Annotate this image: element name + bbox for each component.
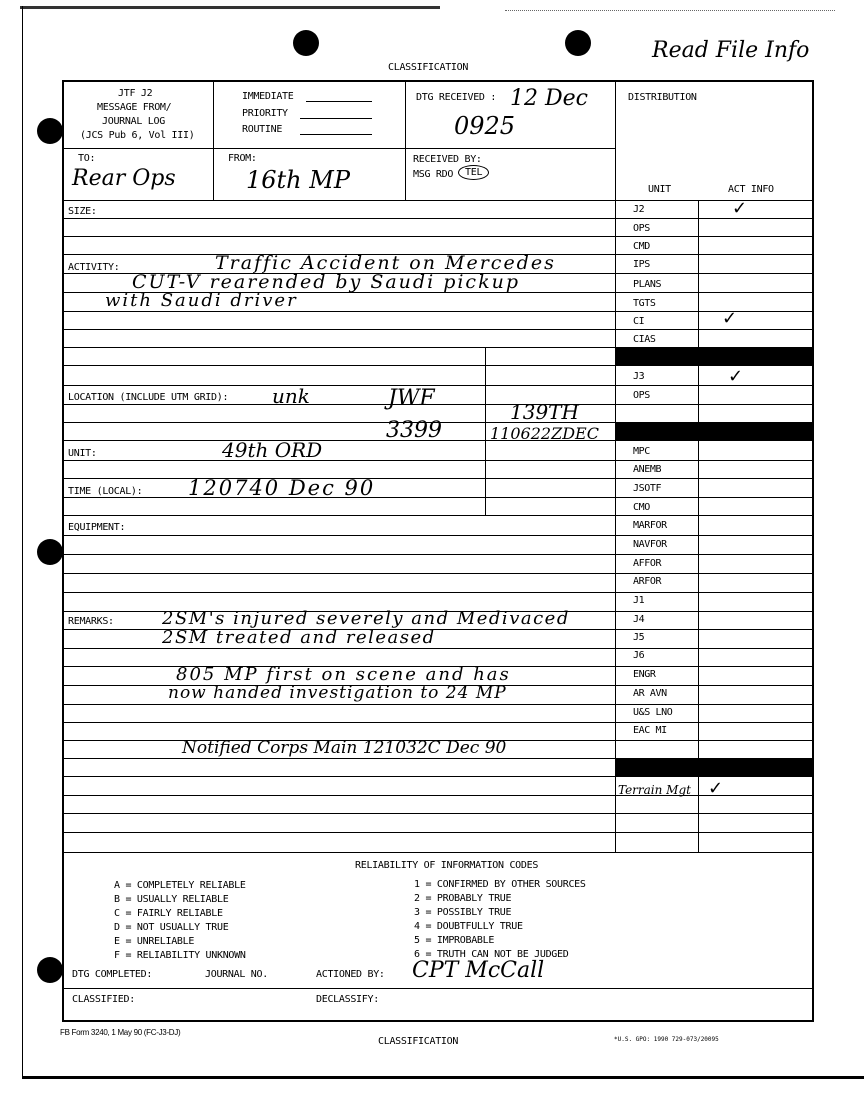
form-rule-19 <box>62 573 814 574</box>
form-rule-9 <box>62 385 814 386</box>
distribution-unit: TGTS <box>633 298 656 309</box>
information-code: 1 = CONFIRMED BY OTHER SOURCES <box>414 879 586 890</box>
punch-hole-left-2 <box>37 539 63 565</box>
distribution-unit: IPS <box>633 259 650 270</box>
source-reliability-code: A = COMPLETELY RELIABLE <box>114 880 246 891</box>
form-rule-34 <box>62 852 814 853</box>
distribution-unit: AFFOR <box>633 558 662 569</box>
priority-line <box>300 118 372 119</box>
distribution-unit: CMO <box>633 502 650 513</box>
distribution-unit: J2 <box>633 204 645 215</box>
distribution-unit: CMD <box>633 241 650 252</box>
time-label: TIME (LOCAL): <box>68 486 143 497</box>
distribution-unit: U&S LNO <box>633 707 673 718</box>
form-rule-20 <box>62 592 814 593</box>
declassify-label: DECLASSIFY: <box>316 994 379 1005</box>
precedence-priority: PRIORITY <box>242 108 288 119</box>
distribution-bar-2 <box>616 422 814 440</box>
distribution-unit: CIAS <box>633 334 656 345</box>
header-bottom-rule <box>62 200 814 201</box>
information-code: 6 = TRUTH CAN NOT BE JUDGED <box>414 949 569 960</box>
distribution-bar-3 <box>616 758 814 776</box>
distribution-unit: PLANS <box>633 279 662 290</box>
remarks-line-4: now handed investigation to 24 MP <box>168 683 507 703</box>
footer-rule <box>62 988 814 989</box>
distribution-unit: ARFOR <box>633 576 662 587</box>
actioned-by-label: ACTIONED BY: <box>316 969 385 980</box>
remarks-line-3: 805 MP first on scene and has <box>176 664 511 685</box>
distribution-unit: JSOTF <box>633 483 662 494</box>
form-rule-14 <box>62 478 814 479</box>
precedence-routine: ROUTINE <box>242 124 283 135</box>
form-rule-15 <box>62 497 814 498</box>
information-code: 5 = IMPROBABLE <box>414 935 495 946</box>
form-rule-13 <box>62 460 814 461</box>
source-reliability-code: C = FAIRLY RELIABLE <box>114 908 223 919</box>
page-left-edge <box>22 6 23 1076</box>
from-label: FROM: <box>228 153 257 164</box>
form-rule-5 <box>62 311 814 312</box>
information-code: 3 = POSSIBLY TRUE <box>414 907 512 918</box>
distribution-bar-1 <box>616 347 814 365</box>
form-rule-31 <box>62 795 814 796</box>
distribution-unit: AR AVN <box>633 688 667 699</box>
form-rule-8 <box>62 365 814 366</box>
journal-no-label: JOURNAL NO. <box>205 969 268 980</box>
reliability-title: RELIABILITY OF INFORMATION CODES <box>355 860 539 871</box>
form-title-line-1: JTF J2 <box>118 88 153 99</box>
act-info-column-label: ACT INFO <box>728 184 774 195</box>
classification-top: CLASSIFICATION <box>388 62 469 73</box>
check-ci: ✓ <box>722 308 738 329</box>
distribution-unit: ANEMB <box>633 464 662 475</box>
form-rule-23 <box>62 648 814 649</box>
form-title-line-3: JOURNAL LOG <box>102 116 165 127</box>
classified-label: CLASSIFIED: <box>72 994 135 1005</box>
dtg-received-label: DTG RECEIVED : <box>416 92 497 103</box>
source-reliability-code: F = RELIABILITY UNKNOWN <box>114 950 246 961</box>
scan-top-edge <box>20 6 440 9</box>
received-by-line2: MSG RDO <box>413 169 454 180</box>
punch-hole-left-1 <box>37 118 63 144</box>
remarks-line-5: Notified Corps Main 121032C Dec 90 <box>182 738 507 758</box>
remarks-label: REMARKS: <box>68 616 114 627</box>
form-rule-1 <box>62 236 814 237</box>
form-rule-16 <box>62 515 814 516</box>
header-divider-1 <box>213 82 214 200</box>
form-rule-6 <box>62 329 814 330</box>
form-rule-33 <box>62 832 814 833</box>
distribution-unit: OPS <box>633 390 650 401</box>
from-value: 16th MP <box>246 166 350 194</box>
information-code: 2 = PROBABLY TRUE <box>414 893 512 904</box>
source-reliability-code: D = NOT USUALLY TRUE <box>114 922 229 933</box>
classification-bottom: CLASSIFICATION <box>378 1036 459 1047</box>
size-label: SIZE: <box>68 206 97 217</box>
to-value: Rear Ops <box>72 166 176 191</box>
grid-easting: 3399 <box>386 418 442 443</box>
distribution-divider <box>615 82 616 852</box>
gpo-note: *U.S. GPO: 1990 729-073/20095 <box>614 1036 719 1043</box>
distribution-unit: ENGR <box>633 669 656 680</box>
actioned-by-value: CPT McCall <box>412 958 545 983</box>
distribution-unit: OPS <box>633 223 650 234</box>
distribution-unit: EAC MI <box>633 725 667 736</box>
form-rule-0 <box>62 218 814 219</box>
check-j3: ✓ <box>728 366 744 387</box>
distribution-unit: NAVFOR <box>633 539 667 550</box>
grid-reporting-unit: 139TH <box>510 400 579 424</box>
check-j2: ✓ <box>732 198 748 219</box>
location-grid-divider <box>485 347 486 515</box>
punch-hole-left-3 <box>37 957 63 983</box>
distribution-label: DISTRIBUTION <box>628 92 697 103</box>
distribution-unit: J4 <box>633 614 645 625</box>
form-rule-18 <box>62 554 814 555</box>
activity-line-2: CUT-V rearended by Saudi pickup <box>132 271 520 293</box>
handwritten-note: Read File Info <box>652 38 810 63</box>
punch-hole-top-left <box>293 30 319 56</box>
form-title-line-2: MESSAGE FROM/ <box>97 102 172 113</box>
unit-column-label: UNIT <box>648 184 671 195</box>
remarks-line-2: 2SM treated and released <box>162 627 436 648</box>
to-label: TO: <box>78 153 96 164</box>
distribution-unit: J1 <box>633 595 645 606</box>
activity-line-3: with Saudi driver <box>105 290 298 311</box>
distribution-unit: J5 <box>633 632 645 643</box>
header-rule <box>62 148 616 149</box>
form-rule-32 <box>62 813 814 814</box>
grid-dtg: 110622ZDEC <box>490 424 599 443</box>
distribution-unit: MPC <box>633 446 650 457</box>
punch-hole-top-right <box>565 30 591 56</box>
form-number: FB Form 3240, 1 May 90 (FC-J3-DJ) <box>60 1028 181 1037</box>
location-value: unk <box>272 384 310 408</box>
source-reliability-code: B = USUALLY RELIABLE <box>114 894 229 905</box>
dtg-received-value-1: 12 Dec <box>510 86 588 111</box>
dtg-completed-label: DTG COMPLETED: <box>72 969 153 980</box>
precedence-immediate: IMMEDIATE <box>242 91 294 102</box>
received-by-label: RECEIVED BY: <box>413 154 482 165</box>
page-bottom-edge <box>22 1076 864 1079</box>
form-rule-26 <box>62 704 814 705</box>
header-divider-2 <box>405 82 406 200</box>
unit-value: 49th ORD <box>222 438 323 462</box>
equipment-label: EQUIPMENT: <box>68 522 126 533</box>
scan-top-edge-right <box>505 10 835 12</box>
activity-line-1: Traffic Accident on Mercedes <box>215 252 556 274</box>
grid-zone: JWF <box>388 386 435 411</box>
remarks-line-1: 2SM's injured severely and Medivaced <box>162 608 570 629</box>
act-info-divider <box>698 200 699 852</box>
distribution-unit: MARFOR <box>633 520 667 531</box>
activity-label: ACTIVITY: <box>68 262 120 273</box>
received-by-circled: TEL <box>458 165 489 180</box>
time-value: 120740 Dec 90 <box>188 476 376 500</box>
form-rule-17 <box>62 535 814 536</box>
unit-label: UNIT: <box>68 448 97 459</box>
form-rule-30 <box>62 776 814 777</box>
routine-line <box>300 134 372 135</box>
information-code: 4 = DOUBTFULLY TRUE <box>414 921 523 932</box>
form-title-line-4: (JCS Pub 6, Vol III) <box>80 130 195 141</box>
distribution-unit: CI <box>633 316 645 327</box>
form-rule-10 <box>62 404 814 405</box>
dtg-received-value-2: 0925 <box>454 112 516 140</box>
check-terrain: ✓ <box>708 778 724 799</box>
form-rule-27 <box>62 722 814 723</box>
distribution-unit: J3 <box>633 371 645 382</box>
source-reliability-code: E = UNRELIABLE <box>114 936 195 947</box>
immediate-line <box>306 101 372 102</box>
handwritten-unit: Terrain Mgt <box>618 783 691 797</box>
location-label: LOCATION (INCLUDE UTM GRID): <box>68 392 229 403</box>
distribution-unit: J6 <box>633 650 645 661</box>
